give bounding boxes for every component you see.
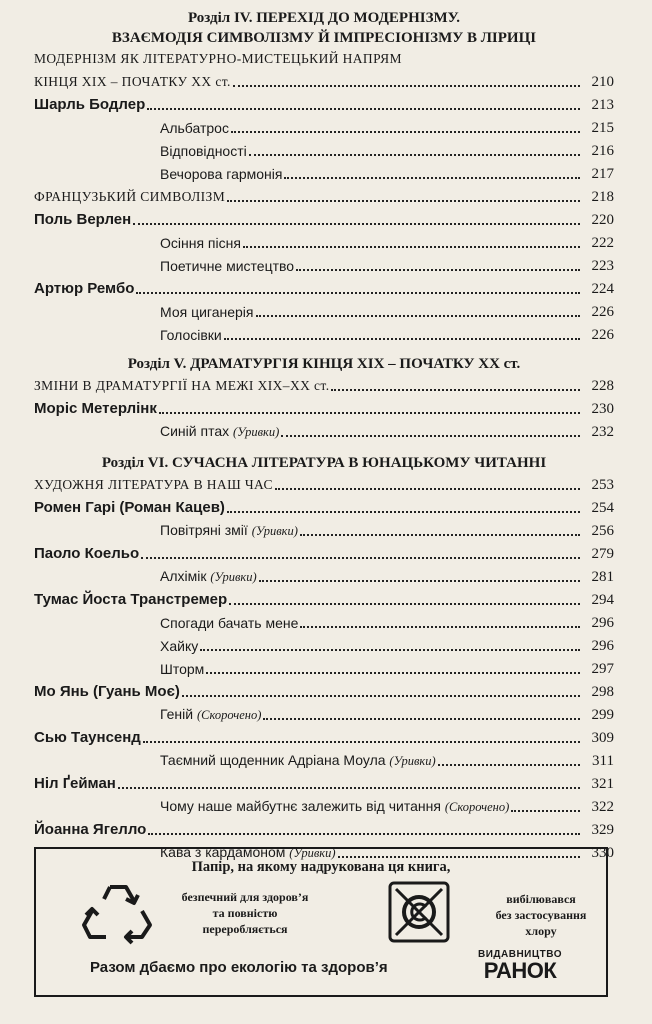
- toc-entry[interactable]: ХУДОЖНЯ ЛІТЕРАТУРА В НАШ ЧАС 253: [34, 477, 614, 493]
- toc-entry[interactable]: Спогади бачать мене 296: [160, 615, 614, 631]
- toc-entry[interactable]: Паоло Коельо 279: [34, 545, 614, 562]
- toc-entry[interactable]: Артюр Рембо 224: [34, 280, 614, 297]
- eco-slogan: Разом дбаємо про екологію та здоров’я: [90, 959, 388, 976]
- eco-notice-box: [34, 847, 608, 997]
- eco-right-text: вибілювався без застосування хлору: [495, 892, 587, 938]
- section-4-title: Розділ IV. ПЕРЕХІД ДО МОДЕРНІЗМУ.: [188, 10, 460, 26]
- toc-entry[interactable]: КІНЦЯ XIX – ПОЧАТКУ XX ст. 210: [34, 74, 614, 90]
- toc-entry[interactable]: Геній (Скорочено) 299: [160, 706, 614, 723]
- toc-entry[interactable]: Ніл Ґейман 321: [34, 775, 614, 792]
- toc-entry[interactable]: Шарль Бодлер 213: [34, 96, 614, 113]
- table-of-contents: [34, 0, 614, 862]
- toc-entry[interactable]: Голосівки 226: [160, 327, 614, 343]
- section-6-title: Розділ VI. СУЧАСНА ЛІТЕРАТУРА В ЮНАЦЬКОМУ ЧИТАННІ: [101, 455, 547, 471]
- toc-entry[interactable]: Алхімік (Уривки) 281: [160, 568, 614, 585]
- toc-entry[interactable]: Сью Таунсенд 309: [34, 729, 614, 746]
- toc-entry[interactable]: Поль Верлен 220: [34, 211, 614, 228]
- toc-entry[interactable]: Відповідності 216: [160, 143, 614, 159]
- recycle-icon: [80, 879, 156, 945]
- toc-entry[interactable]: Поетичне мистецтво 223: [160, 258, 614, 274]
- toc-entry[interactable]: Синій птах (Уривки) 232: [160, 423, 614, 440]
- toc-entry[interactable]: Хайку 296: [160, 638, 614, 654]
- toc-entry[interactable]: Мо Янь (Гуань Моє) 298: [34, 683, 614, 700]
- eco-left-text: безпечний для здоров’я та повністю переробляється: [181, 890, 309, 936]
- toc-entry[interactable]: Кава з кардамоном (Уривки) 330: [160, 844, 614, 861]
- toc-entry[interactable]: Тумас Йоста Транстремер 294: [34, 591, 614, 608]
- no-chlorine-icon: [388, 881, 450, 943]
- toc-entry[interactable]: ФРАНЦУЗЬКИЙ СИМВОЛІЗМ 218: [34, 189, 614, 205]
- toc-entry[interactable]: Йоанна Ягелло 329: [34, 821, 614, 838]
- toc-entry[interactable]: Альбатрос 215: [160, 120, 614, 136]
- section-4-subtitle: ВЗАЄМОДІЯ СИМВОЛІЗМУ Й ІМПРЕСІОНІЗМУ В ЛІРИЦІ: [111, 30, 537, 46]
- toc-entry[interactable]: Вечорова гармонія 217: [160, 166, 614, 182]
- toc-entry[interactable]: Чому наше майбутнє залежить від читання (Скорочено) 322: [160, 798, 614, 815]
- theme-heading: МОДЕРНІЗМ ЯК ЛІТЕРАТУРНО-МИСТЕЦЬКИЙ НАПРЯМ: [34, 51, 402, 66]
- toc-entry[interactable]: Шторм 297: [160, 661, 614, 677]
- publisher-logo: ВИДАВНИЦТВО РАНОК: [477, 949, 563, 983]
- toc-entry[interactable]: Ромен Гарі (Роман Кацев) 254: [34, 499, 614, 516]
- toc-entry[interactable]: Моя циганерія 226: [160, 304, 614, 320]
- toc-entry[interactable]: Таємний щоденник Адріана Моула (Уривки) 311: [160, 752, 614, 769]
- section-5-title: Розділ V. ДРАМАТУРГІЯ КІНЦЯ XIX – ПОЧАТКУ XX ст.: [127, 356, 521, 372]
- toc-entry[interactable]: Моріс Метерлінк 230: [34, 400, 614, 417]
- toc-entry[interactable]: ЗМІНИ В ДРАМАТУРГІЇ НА МЕЖІ XIX–XX ст. 228: [34, 378, 614, 394]
- eco-heading: Папір, на якому надрукована ця книга,: [191, 859, 451, 875]
- toc-entry[interactable]: Повітряні змії (Уривки) 256: [160, 522, 614, 539]
- toc-entry[interactable]: Осіння пісня 222: [160, 235, 614, 251]
